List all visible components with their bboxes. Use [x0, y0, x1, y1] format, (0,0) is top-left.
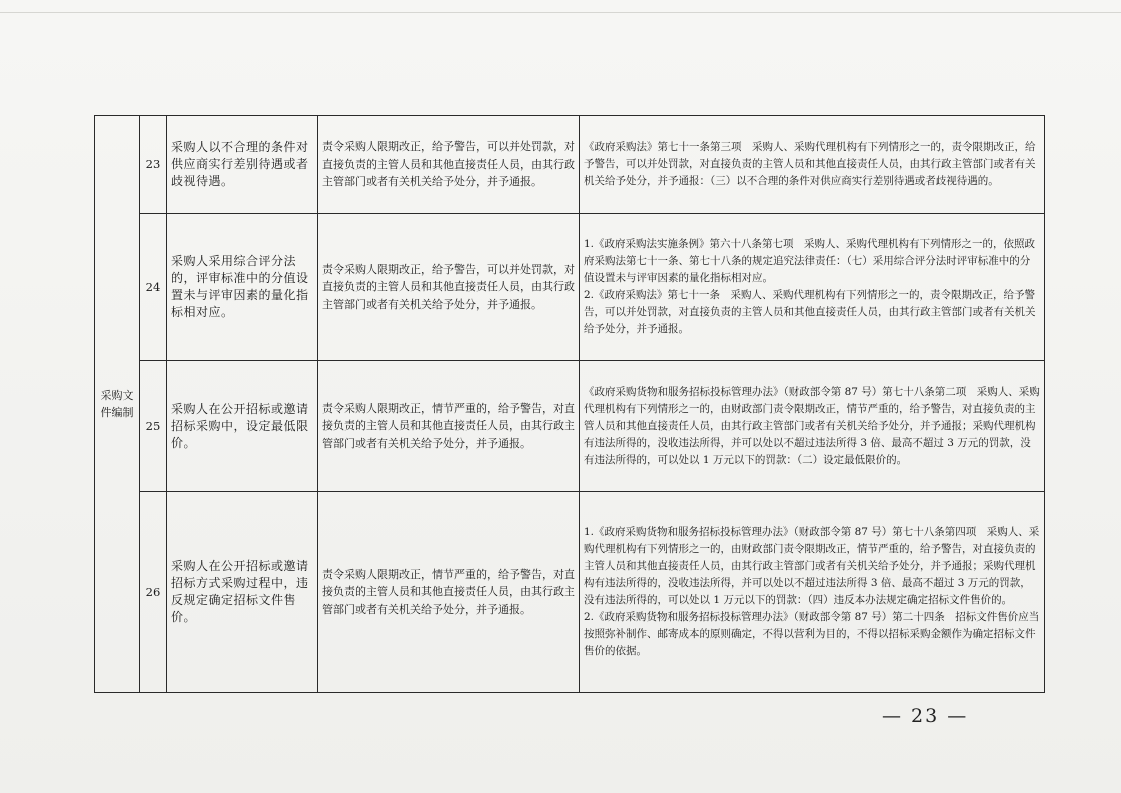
legal-basis-paragraph: 《政府采购法》第七十一条第三项 采购人、采购代理机构有下列情形之一的，责令限期改正，给予警告，可以并处罚款，对直接负责的主管人员和其他直接责任人员，由其行政主管部门或者有关机关给予处分，并予通报：（三）以不合理的条件对供应商实行差别待遇或者歧视待遇的。 — [584, 141, 1036, 187]
violation-behavior: 采购人以不合理的条件对供应商实行差别待遇或者歧视待遇。 — [167, 116, 318, 214]
legal-basis-paragraph: 1.《政府采购法实施条例》第六十八条第七项 采购人、采购代理机构有下列情形之一的，依照政府采购法第七十一条、第七十八条的规定追究法律责任：（七）采用综合评分法时评审标准中的分值设置未与评审因素的量化指标相对应。 — [584, 238, 1036, 284]
legal-basis-paragraph: 1.《政府采购货物和服务招标投标管理办法》（财政部令第 87 号）第七十八条第四项 采购人、采购代理机构有下列情形之一的，由财政部门责令限期改正，情节严重的，给予警告，对直接负责的主管人员和其他直接责任人员，由其行政主管部门或者有关机关给予处分，并予通报；采购代理机构有违法所得的，没收违法所得，并可以处以不超过违法所得 3 倍、最高不超过 3 万元的罚款，没有违法所得的，可以处以 1 万元以下的罚款：（四）违反本办法规定确定招标文件售价的。 — [584, 526, 1040, 606]
violation-behavior: 采购人在公开招标或邀请招标方式采购过程中，违反规定确定招标文件售价。 — [167, 492, 318, 693]
item-number: 26 — [140, 492, 167, 693]
violation-behavior: 采购人采用综合评分法的，评审标准中的分值设置未与评审因素的量化指标相对应。 — [167, 214, 318, 361]
penalty-measure: 责令采购人限期改正，情节严重的，给予警告，对直接负责的主管人员和其他直接责任人员，由其行政主管部门或者有关机关给予处分，并予通报。 — [318, 361, 580, 492]
table-row — [95, 116, 1045, 214]
table-row — [95, 361, 1045, 492]
scan-edge-line — [0, 12, 1121, 13]
penalty-measure: 责令采购人限期改正，情节严重的，给予警告，对直接负责的主管人员和其他直接责任人员，由其行政主管部门或者有关机关给予处分，并予通报。 — [318, 492, 580, 693]
legal-basis-paragraph: 《政府采购货物和服务招标投标管理办法》（财政部令第 87 号）第七十八条第二项 采购人、采购代理机构有下列情形之一的，由财政部门责令限期改正，情节严重的，给予警告，对直接负责的主管人员和其他直接责任人员，由其行政主管部门或者有关机关给予处分，并予通报；采购代理机构有违法所得的，没收违法所得，并可以处以不超过违法所得 3 倍、最高不超过 3 万元的罚款，没有违法所得的，可以处以 1 万元以下的罚款：（二）设定最低限价的。 — [584, 385, 1040, 466]
legal-basis-paragraph: 2.《政府采购货物和服务招标投标管理办法》（财政部令第 87 号）第二十四条 招标文件售价应当按照弥补制作、邮寄成本的原则确定，不得以营利为目的，不得以招标采购金额作为确定招标文件售价的依据。 — [584, 611, 1040, 657]
page-number: — 23 — — [882, 705, 969, 727]
category-cell: 采购文件编制 — [95, 116, 140, 693]
violation-behavior: 采购人在公开招标或邀请招标采购中，设定最低限价。 — [167, 361, 318, 492]
item-number: 24 — [140, 214, 167, 361]
regulation-table — [94, 115, 1045, 693]
penalty-measure: 责令采购人限期改正，给予警告，可以并处罚款，对直接负责的主管人员和其他直接责任人员，由其行政主管部门或者有关机关给予处分，并予通报。 — [318, 116, 580, 214]
item-number: 25 — [140, 361, 167, 492]
table-row — [95, 214, 1045, 361]
legal-basis — [580, 214, 1045, 361]
item-number: 23 — [140, 116, 167, 214]
legal-basis — [580, 361, 1045, 492]
penalty-measure: 责令采购人限期改正，给予警告，可以并处罚款，对直接负责的主管人员和其他直接责任人员，由其行政主管部门或者有关机关给予处分，并予通报。 — [318, 214, 580, 361]
legal-basis — [580, 492, 1045, 693]
table-row — [95, 492, 1045, 693]
legal-basis — [580, 116, 1045, 214]
legal-basis-paragraph: 2.《政府采购法》第七十一条 采购人、采购代理机构有下列情形之一的，责令限期改正，给予警告，可以并处罚款，对直接负责的主管人员和其他直接责任人员，由其行政主管部门或者有关机关给予处分，并予通报。 — [584, 289, 1036, 335]
